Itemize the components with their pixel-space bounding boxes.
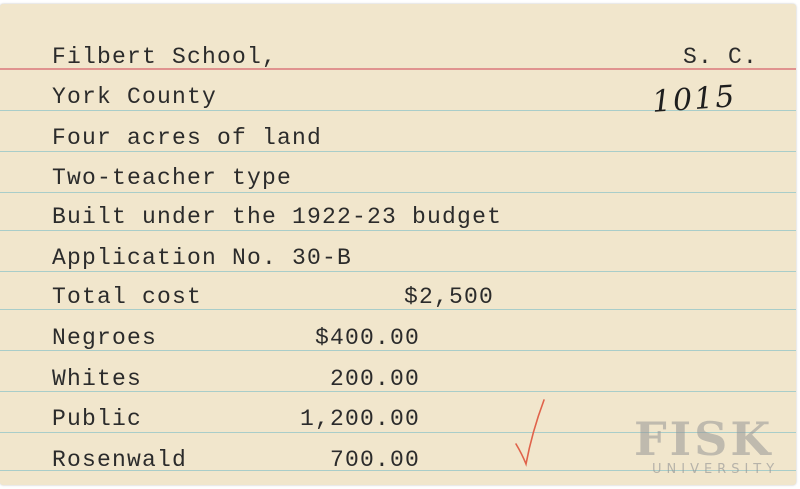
county-line: York County	[52, 84, 218, 110]
watermark-name: FISK	[634, 412, 774, 466]
budget-line: Built under the 1922-23 budget	[52, 204, 503, 230]
blue-rule	[0, 192, 796, 193]
contribution-label: Public	[52, 406, 143, 432]
contribution-label: Negroes	[52, 325, 158, 351]
contribution-amount: 200.00	[329, 366, 420, 392]
state-code: S. C.	[683, 44, 759, 70]
blue-rule	[0, 271, 796, 272]
land-line: Four acres of land	[52, 125, 323, 151]
index-card	[0, 4, 796, 485]
contribution-label: Rosenwald	[52, 447, 188, 473]
blue-rule	[0, 151, 796, 152]
total-cost-label: Total cost	[52, 284, 203, 310]
check-mark-icon	[510, 392, 550, 472]
school-name: Filbert School,	[52, 44, 278, 70]
total-cost-value: $2,500	[404, 284, 495, 310]
contribution-amount: 1,200.00	[299, 406, 420, 432]
application-line: Application No. 30-B	[52, 245, 353, 271]
contribution-amount: 700.00	[329, 447, 420, 473]
contribution-label: Whites	[52, 366, 143, 392]
blue-rule	[0, 230, 796, 231]
contribution-amount: $400.00	[314, 325, 420, 351]
fisk-university-watermark	[634, 412, 794, 485]
type-line: Two-teacher type	[52, 165, 293, 191]
watermark-subtitle: UNIVERSITY	[652, 462, 780, 477]
handwritten-number: 1015	[650, 79, 738, 120]
